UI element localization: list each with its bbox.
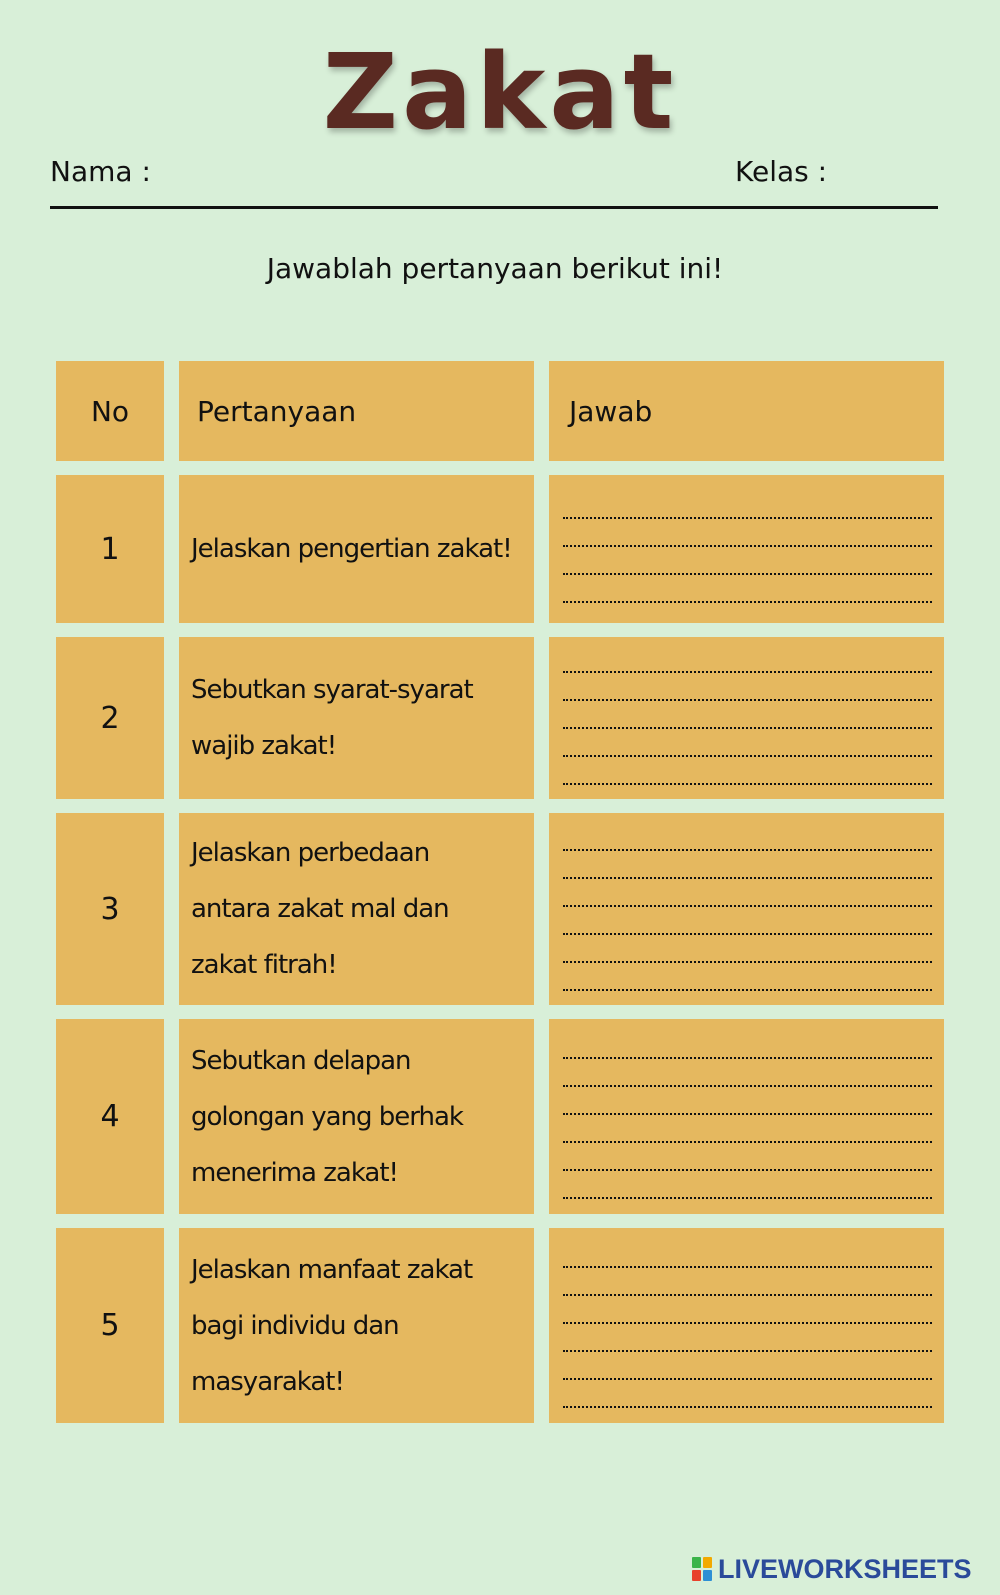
row-1-no: [56, 475, 164, 623]
row-3-no: [56, 813, 164, 1005]
row-5-question: [179, 1228, 534, 1423]
row-3-no-label: 3: [100, 891, 120, 927]
liveworksheets-logo[interactable]: [692, 1552, 992, 1586]
answer-line: [563, 905, 932, 907]
header-answer-label: Jawab: [569, 394, 653, 428]
answer-line: [563, 1294, 932, 1296]
header-question-label: Pertanyaan: [197, 394, 357, 428]
row-2-no: [56, 637, 164, 799]
row-1-question: [179, 475, 534, 623]
answer-line: [563, 1378, 932, 1380]
answer-line: [563, 573, 932, 575]
answer-line: [563, 1141, 932, 1143]
name-underline: [50, 206, 938, 209]
instruction-text: Jawablah pertanyaan berikut ini!: [266, 252, 724, 285]
row-4-answer[interactable]: [549, 1019, 944, 1214]
liveworksheets-logo-text: LIVEWORKSHEETS: [718, 1553, 972, 1584]
row-5-no: [56, 1228, 164, 1423]
answer-line: [563, 1169, 932, 1171]
answer-line: [563, 1057, 932, 1059]
row-2-question-text: Sebutkan syarat-syarat wajib zakat!: [191, 675, 473, 761]
answer-line: [563, 755, 932, 757]
row-1-no-label: 1: [100, 531, 120, 567]
header-question: [179, 361, 534, 461]
kelas-label: Kelas :: [735, 155, 828, 188]
row-5-no-label: 5: [100, 1308, 120, 1343]
header-answer: [549, 361, 944, 461]
row-4-no-label: 4: [100, 1099, 120, 1134]
row-5-question-text: Jelaskan manfaat zakat bagi individu dan masyarakat!: [191, 1254, 473, 1397]
row-1-question-text: Jelaskan pengertian zakat!: [191, 534, 512, 564]
answer-line: [563, 1197, 932, 1199]
answer-line: [563, 517, 932, 519]
answer-line: [563, 961, 932, 963]
answer-line: [563, 933, 932, 935]
answer-line: [563, 1085, 932, 1087]
row-4-no: [56, 1019, 164, 1214]
row-3-question: [179, 813, 534, 1005]
liveworksheets-logo-icon: [692, 1556, 714, 1582]
header-no: [56, 361, 164, 461]
row-5-answer[interactable]: [549, 1228, 944, 1423]
answer-line: [563, 1406, 932, 1408]
answer-line: [563, 699, 932, 701]
answer-line: [563, 1266, 932, 1268]
row-2-answer[interactable]: [549, 637, 944, 799]
row-2-no-label: 2: [100, 700, 120, 736]
answer-line: [563, 601, 932, 603]
row-3-question-text: Jelaskan perbedaan antara zakat mal dan zakat fitrah!: [191, 838, 449, 980]
nama-label: Nama :: [50, 155, 151, 188]
answer-line: [563, 1322, 932, 1324]
answer-line: [563, 877, 932, 879]
answer-line: [563, 1113, 932, 1115]
answer-line: [563, 989, 932, 991]
answer-line: [563, 671, 932, 673]
row-1-answer[interactable]: [549, 475, 944, 623]
row-4-question: [179, 1019, 534, 1214]
answer-line: [563, 545, 932, 547]
row-2-question: [179, 637, 534, 799]
answer-line: [563, 849, 932, 851]
answer-line: [563, 727, 932, 729]
answer-line: [563, 783, 932, 785]
row-3-answer[interactable]: [549, 813, 944, 1005]
header-no-label: No: [90, 394, 130, 428]
worksheet-title: Zakat: [322, 31, 678, 153]
row-4-question-text: Sebutkan delapan golongan yang berhak menerima zakat!: [191, 1045, 463, 1188]
answer-line: [563, 1350, 932, 1352]
